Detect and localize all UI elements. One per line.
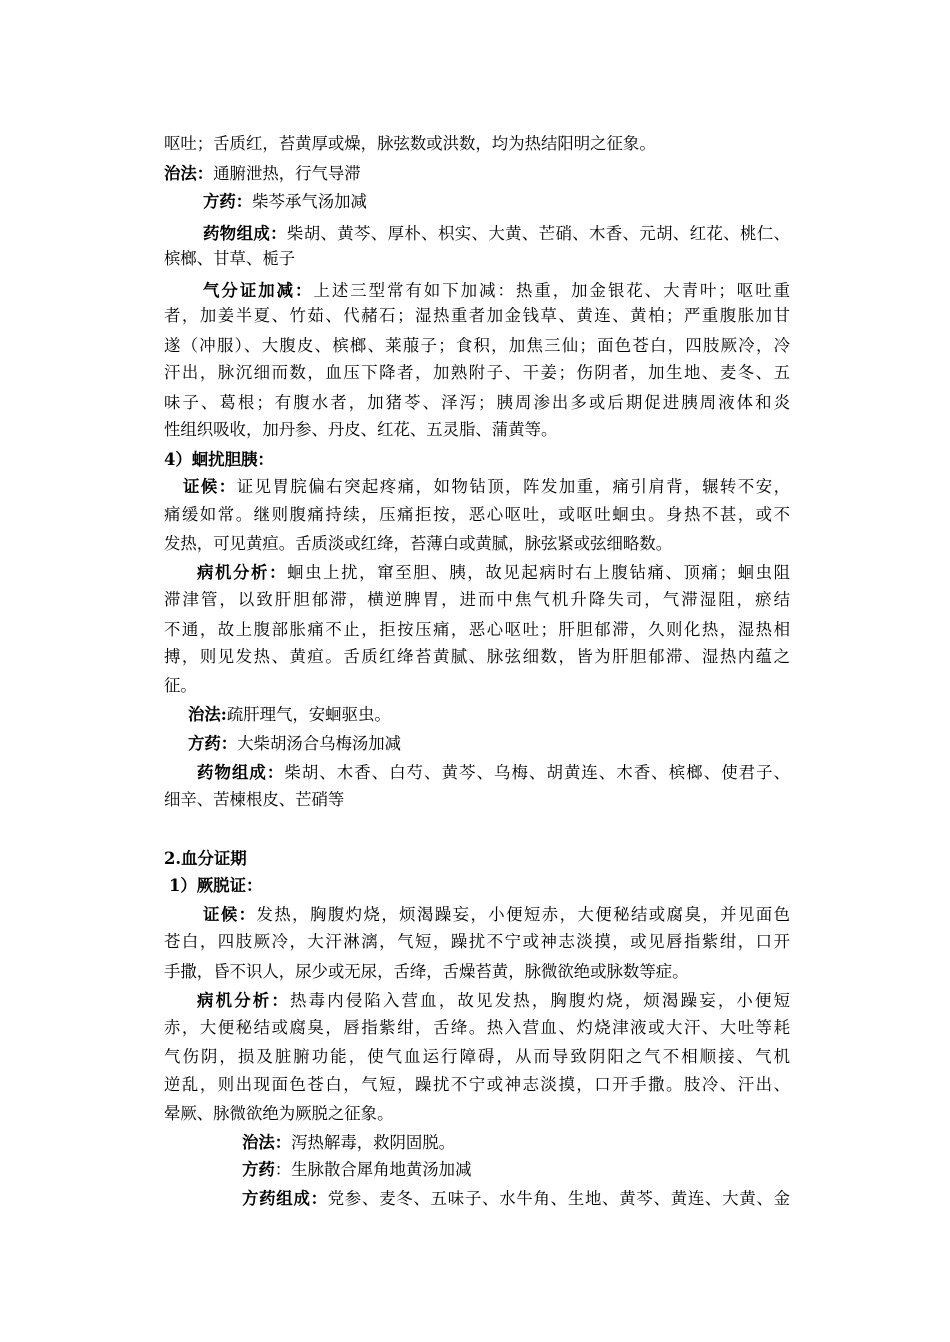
ingredients-line: 方药组成：党参、麦冬、五味子、水牛角、生地、黄芩、黄连、大黄、金	[242, 1189, 791, 1208]
text-line: 晕厥、脉微欲绝为厥脱之征象。	[164, 1104, 394, 1123]
modification-line: 气分证加减：上述三型常有如下加减：热重，加金银花、大青叶；呕吐重	[203, 281, 791, 300]
text-line: 汗出，脉沉细而数，血压下降者，加熟附子、干姜；伤阴者，加生地、麦冬、五	[164, 363, 790, 382]
text-line: 性组织吸收，加丹参、丹皮、红花、五灵脂、蒲黄等。	[164, 420, 558, 439]
ingredients-line: 药物组成：柴胡、黄芩、厚朴、枳实、大黄、芒硝、木香、元胡、红花、桃仁、	[203, 224, 791, 243]
symptoms-line: 证候：证见胃脘偏右突起疼痛，如物钻顶，阵发加重，痛引肩背，辗转不安，	[183, 477, 791, 496]
text-line: 者，加姜半夏、竹茹、代赭石；湿热重者加金钱草、黄连、黄柏；严重腹胀加甘	[164, 306, 790, 325]
analysis-line: 病机分析：蛔虫上扰，窜至胆、胰，故见起病时右上腹钻痛、顶痛；蛔虫阻	[197, 563, 791, 582]
symptoms-line: 证候：发热，胸腹灼烧，烦渴躁妄，小便短赤，大便秘结或腐臭，并见面色	[203, 905, 791, 924]
label: 治法：	[164, 164, 214, 183]
label: 方药	[242, 1160, 275, 1179]
section-heading: 2.血分证期	[164, 849, 247, 868]
label: 药物组成：	[203, 224, 287, 243]
text-line: 苍白，四肢厥冷，大汗淋漓，气短，躁扰不宁或神志淡摸，或见唇指紫绀，口开	[164, 932, 790, 951]
label: 病机分析：	[197, 991, 291, 1010]
prescription-line: 方药：生脉散合犀角地黄汤加减	[242, 1160, 472, 1179]
analysis-line: 病机分析：热毒内侵陷入营血，故见发热，胸腹灼烧，烦渴躁妄，小便短	[197, 991, 791, 1010]
treatment-line: 治法:疏肝理气，安蛔驱虫。	[188, 705, 391, 724]
text-line: 发热，可见黄疸。舌质淡或红绛，苔薄白或黄腻，脉弦紧或弦细略数。	[164, 534, 673, 553]
text-line: 味子、葛根；有腹水者，加猪苓、泽泻；胰周渗出多或后期促进胰周液体和炎	[164, 393, 790, 412]
text-line: 手撒，昏不识人，尿少或无尿，舌绛，舌燥苔黄，脉微欲绝或脉数等症。	[164, 962, 689, 981]
text-line: 不通，故上腹部胀痛不止，拒按压痛，恶心呕吐；肝胆郁滞，久则化热，湿热相	[164, 620, 790, 639]
label: 方药：	[188, 734, 238, 753]
label: 方药：	[203, 192, 253, 211]
label: 证候：	[203, 905, 257, 924]
label: 药物组成：	[197, 763, 285, 782]
label: 治法:	[188, 705, 227, 724]
text-line: 槟榔、甘草、栀子	[164, 249, 296, 268]
text-line: 痛缓如常。继则腹痛持续，压痛拒按，恶心呕吐，或呕吐蛔虫。身热不甚，或不	[164, 505, 790, 524]
subsection-heading: 1）厥脱证：	[169, 876, 263, 895]
text-line: 遂（冲服）、大腹皮、槟榔、莱菔子；食积，加焦三仙；面色苍白，四肢厥冷，冷	[164, 336, 790, 355]
label: 证候：	[183, 477, 237, 496]
text-line: 呕吐；舌质红，苔黄厚或燥，脉弦数或洪数，均为热结阳明之征象。	[164, 134, 656, 153]
text-line: 赤，大便秘结或腐臭，唇指紫绀，舌绛。热入营血、灼烧津液或大汗、大吐等耗	[164, 1018, 790, 1037]
label: 治法：	[242, 1133, 292, 1152]
label: 病机分析：	[197, 563, 288, 582]
label: 气分证加减：	[203, 281, 314, 300]
text-line: 滞津管，以致肝胆郁滞，横逆脾胃，进而中焦气机升降失司，气滞湿阻，瘀结	[164, 590, 790, 609]
text-line: 搏，则见发热、黄疸。舌质红绛苔黄腻、脉弦细数，皆为肝胆郁滞、湿热内蕴之	[164, 647, 790, 666]
treatment-line: 治法：泻热解毒，救阴固脱。	[242, 1133, 456, 1152]
ingredients-line: 药物组成：柴胡、木香、白芍、黄芩、乌梅、胡黄连、木香、槟榔、使君子、	[197, 763, 791, 782]
treatment-line: 治法：通腑泄热，行气导滞	[164, 164, 361, 183]
text-line: 逆乱，则出现面色苍白，气短，躁扰不宁或神志淡摸，口开手撒。肢冷、汗出、	[164, 1075, 790, 1094]
section-heading: 4）蛔扰胆胰：	[164, 450, 274, 469]
prescription-line: 方药：柴芩承气汤加减	[203, 192, 367, 211]
text-line: 征。	[164, 676, 197, 695]
prescription-line: 方药：大柴胡汤合乌梅汤加减	[188, 734, 402, 753]
text-line: 细辛、苦楝根皮、芒硝等	[164, 790, 345, 809]
text-line: 气伤阴，损及脏腑功能，使气血运行障碍，从而导致阴阳之气不相顺接、气机	[164, 1047, 790, 1066]
label: 方药组成：	[242, 1189, 328, 1208]
